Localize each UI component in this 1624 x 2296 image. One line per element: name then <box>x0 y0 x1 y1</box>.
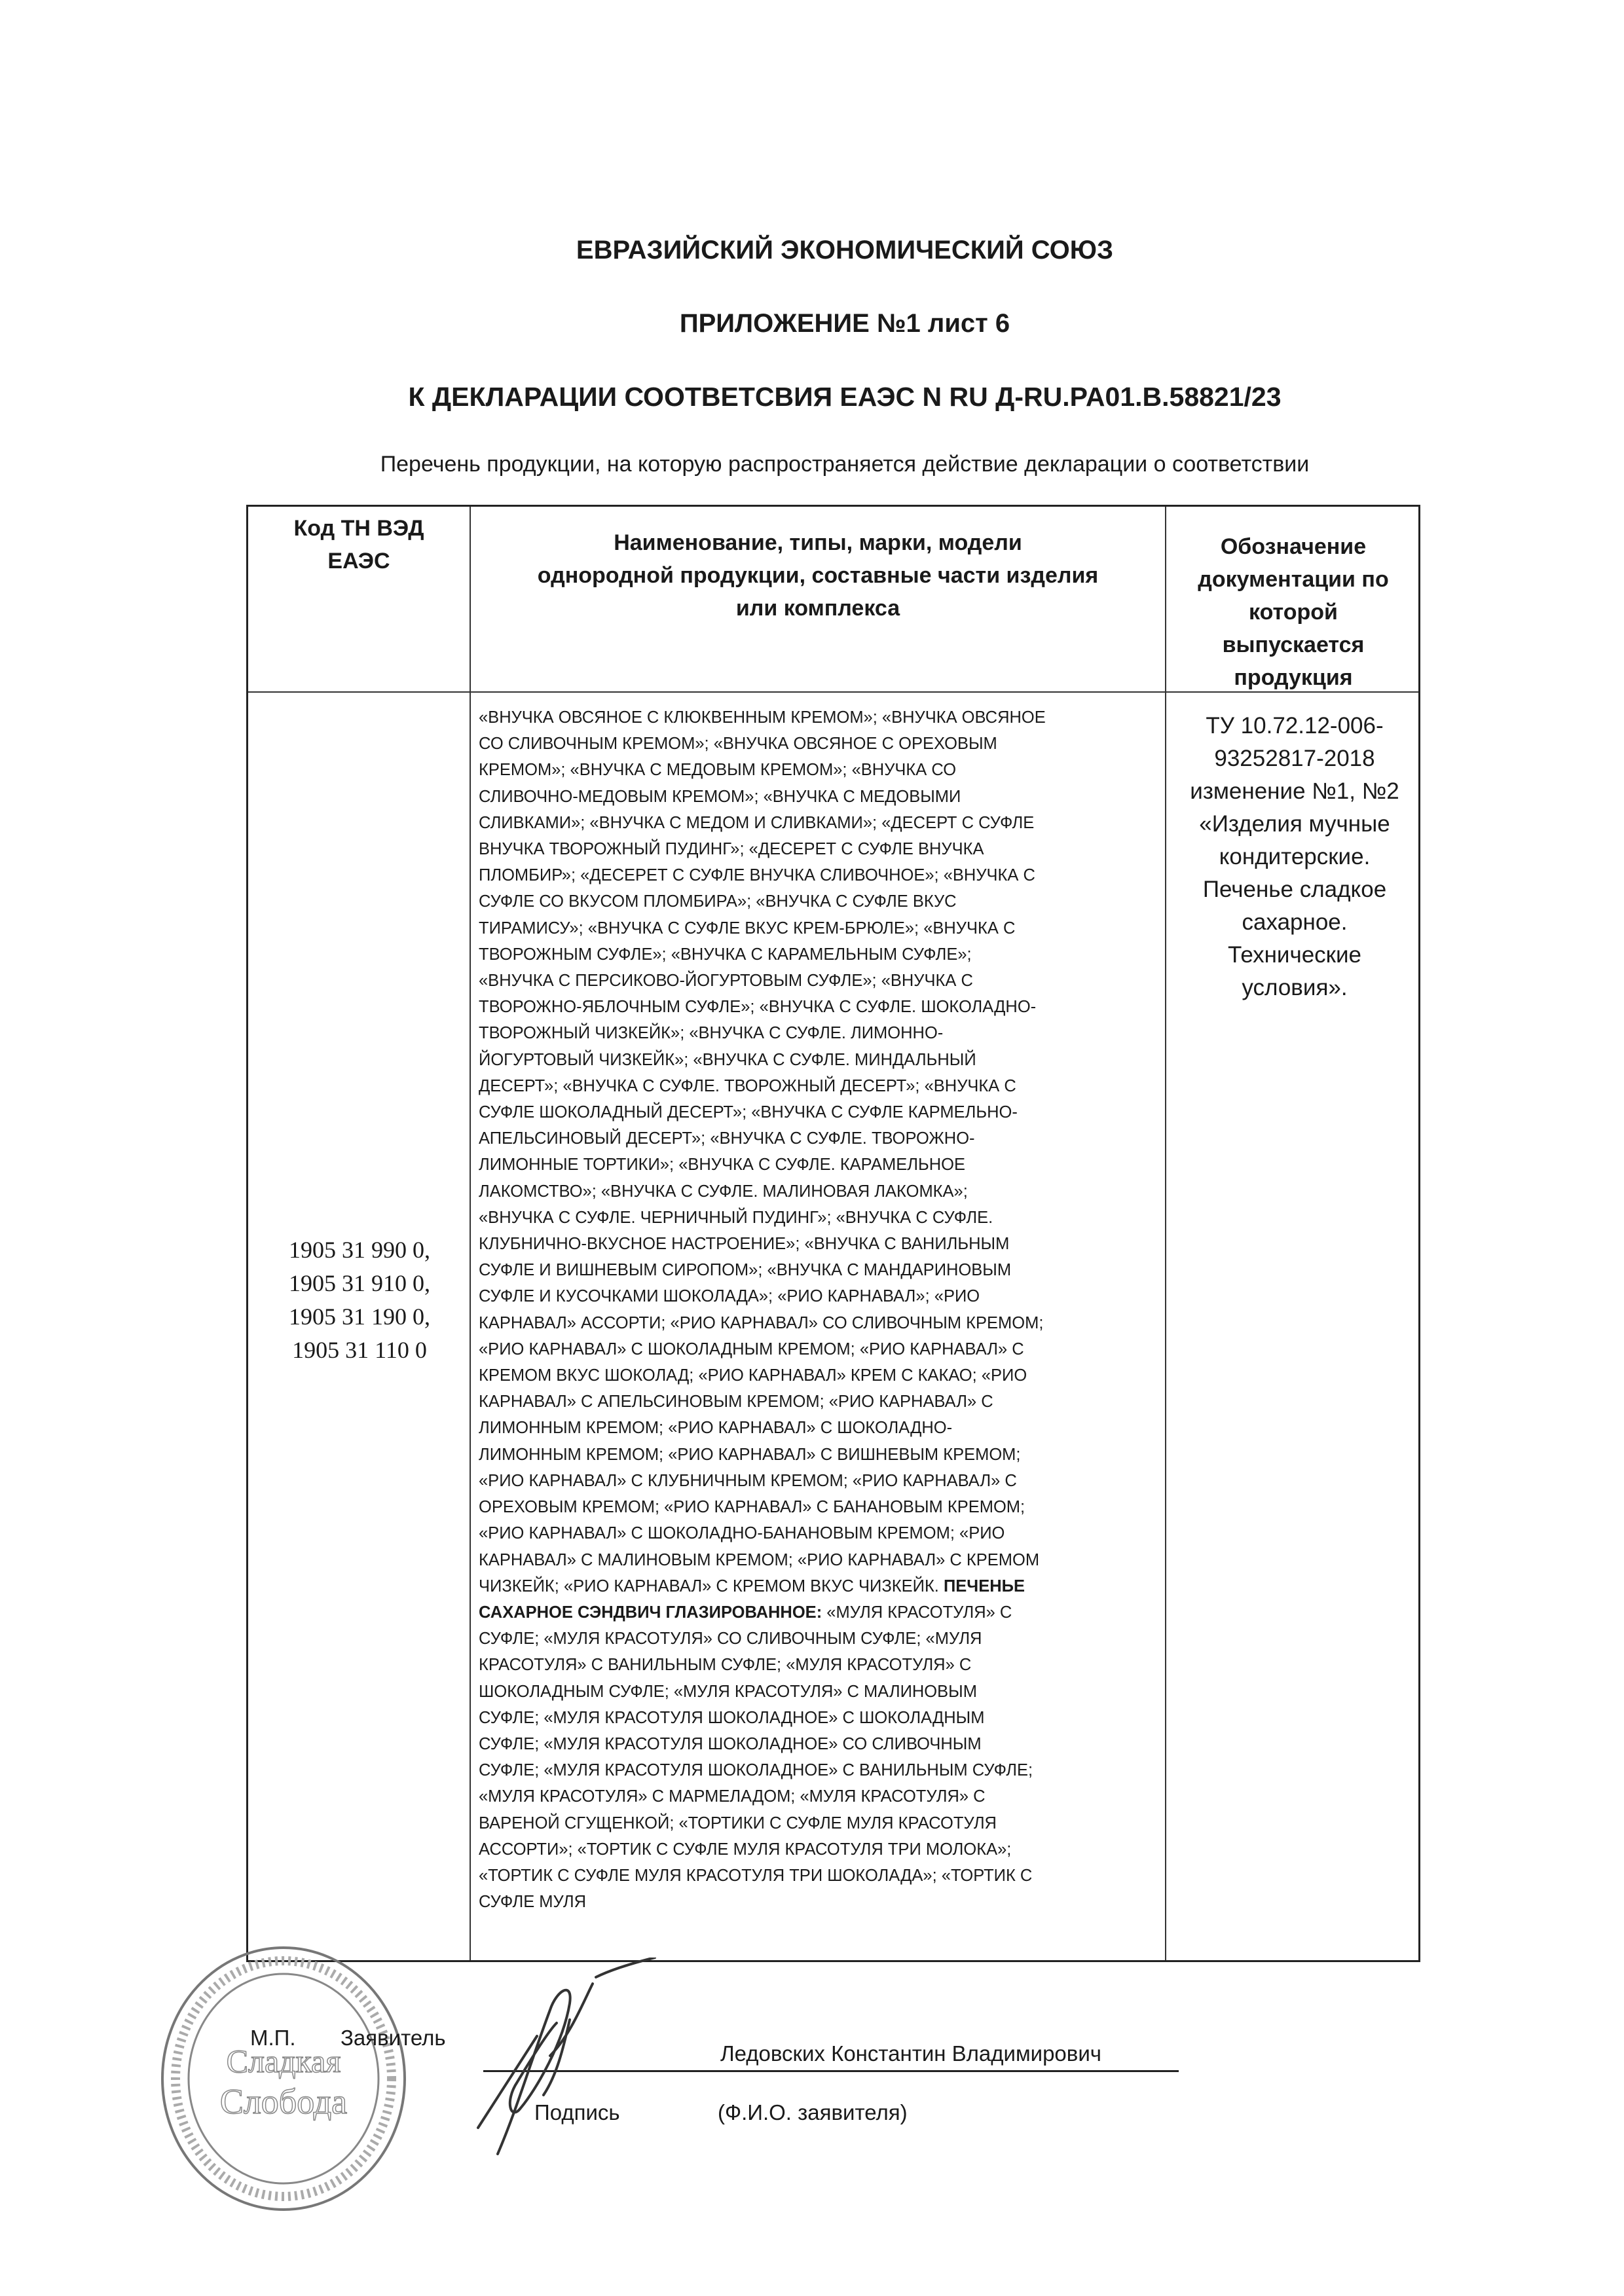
documentation-reference <box>1166 710 1423 1004</box>
documentation-line: «Изделия мучные <box>1199 811 1390 837</box>
documentation-line: сахарное. <box>1242 909 1348 935</box>
description-text: ЛИМОННЫМ КРЕМОМ; «РИО КАРНАВАЛ» С ШОКОЛАДНО- <box>479 1419 953 1438</box>
description-text: «РИО КАРНАВАЛ» С КЛУБНИЧНЫМ КРЕМОМ; «РИО КАРНАВАЛ» С <box>479 1471 1017 1490</box>
description-text: ТВОРОЖНЫЙ ЧИЗКЕЙК»; «ВНУЧКА С СУФЛЕ. ЛИМОННО- <box>479 1024 944 1043</box>
description-text: СУФЛЕ; «МУЛЯ КРАСОТУЛЯ» СО СЛИВОЧНЫМ СУФЛЕ; «МУЛЯ <box>479 1630 982 1649</box>
description-line <box>479 862 1160 888</box>
description-line <box>479 1073 1160 1099</box>
description-text: СУФЛЕ СО ВКУСОМ ПЛОМБИРА»; «ВНУЧКА С СУФЛЕ ВКУС <box>479 892 957 911</box>
description-line <box>479 941 1160 968</box>
description-text: ВАРЕНОЙ СГУЩЕНКОЙ; «ТОРТИКИ С СУФЛЕ МУЛЯ КРАСОТУЛЯ <box>479 1813 997 1832</box>
documentation-line: условия». <box>1242 975 1348 1000</box>
description-text: ВНУЧКА ТВОРОЖНЫЙ ПУДИНГ»; «ДЕСЕРЕТ С СУФЛЕ ВНУЧКА <box>479 840 984 859</box>
description-text: ЛИМОННЫЕ ТОРТИКИ»; «ВНУЧКА С СУФЛЕ. КАРАМЕЛЬНОЕ <box>479 1156 965 1175</box>
description-text: «ВНУЧКА ОВСЯНОЕ С КЛЮКВЕННЫМ КРЕМОМ»; «ВНУЧКА ОВСЯНОЕ <box>479 708 1046 727</box>
header-code <box>248 512 470 577</box>
description-text: «РИО КАРНАВАЛ» С ШОКОЛАДНО-БАНАНОВЫМ КРЕМОМ; «РИО <box>479 1524 1005 1543</box>
header-line: однородной продукции, составные части изделия <box>537 563 1099 588</box>
header-line: ЕАЭС <box>327 549 390 574</box>
header-line: которой <box>1249 600 1338 625</box>
header-line: продукция <box>1234 665 1353 690</box>
description-line <box>479 1889 1160 1915</box>
description-text: ШОКОЛАДНЫМ СУФЛЕ; «МУЛЯ КРАСОТУЛЯ» С МАЛИНОВЫМ <box>479 1682 977 1701</box>
product-list-subtitle: Перечень продукции, на которую распространяется действие декларации о соответствии <box>380 452 1310 477</box>
description-line <box>479 1599 1160 1626</box>
union-title: ЕВРАЗИЙСКИЙ ЭКОНОМИЧЕСКИЙ СОЮЗ <box>576 236 1114 264</box>
description-line <box>479 1257 1160 1283</box>
header-line: выпускается <box>1222 632 1365 657</box>
description-text: ОРЕХОВЫМ КРЕМОМ; «РИО КАРНАВАЛ» С БАНАНОВЫМ КРЕМОМ; <box>479 1498 1025 1517</box>
description-line <box>479 1652 1160 1678</box>
header-line: Код ТН ВЭД <box>293 516 424 541</box>
company-stamp <box>149 1938 424 2219</box>
description-line <box>479 757 1160 783</box>
description-text: СЛИВКАМИ»; «ВНУЧКА С МЕДОМ И СЛИВКАМИ»; «ДЕСЕРТ С СУФЛЕ <box>479 813 1035 832</box>
description-line <box>479 1836 1160 1863</box>
description-line <box>479 1783 1160 1810</box>
header-line: Обозначение <box>1220 534 1367 559</box>
description-text: СУФЛЕ; «МУЛЯ КРАСОТУЛЯ ШОКОЛАДНОЕ» СО СЛИВОЧНЫМ <box>479 1734 982 1753</box>
description-line <box>479 1705 1160 1731</box>
documentation-line: Печенье сладкое <box>1202 877 1387 902</box>
documentation-line: 93252817-2018 <box>1214 746 1375 771</box>
description-line <box>479 1231 1160 1257</box>
description-line <box>479 1442 1160 1468</box>
description-text: ПЛОМБИР»; «ДЕСЕРЕТ С СУФЛЕ ВНУЧКА СЛИВОЧНОЕ»; «ВНУЧКА С <box>479 866 1035 885</box>
description-line <box>479 1020 1160 1046</box>
product-description <box>479 704 1160 1915</box>
description-line <box>479 915 1160 941</box>
description-line <box>479 1310 1160 1336</box>
description-text: СУФЛЕ; «МУЛЯ КРАСОТУЛЯ ШОКОЛАДНОЕ» С ШОКОЛАДНЫМ <box>479 1708 985 1727</box>
description-text: СУФЛЕ МУЛЯ <box>479 1893 587 1912</box>
description-text: СУФЛЕ И ВИШНЕВЫМ СИРОПОМ»; «ВНУЧКА С МАНДАРИНОВЫМ <box>479 1261 1012 1280</box>
description-line <box>479 731 1160 757</box>
header-name <box>471 526 1165 625</box>
description-line <box>479 994 1160 1020</box>
description-text: ТВОРОЖНО-ЯБЛОЧНЫМ СУФЛЕ»; «ВНУЧКА С СУФЛЕ. ШОКОЛАДНО- <box>479 998 1037 1017</box>
description-text: КАРНАВАЛ» С АПЕЛЬСИНОВЫМ КРЕМОМ; «РИО КАРНАВАЛ» С <box>479 1393 993 1412</box>
description-line <box>479 1178 1160 1205</box>
applicant-name: Ледовских Константин Владимирович <box>720 2041 1101 2066</box>
description-line <box>479 704 1160 731</box>
description-line <box>479 1757 1160 1783</box>
description-text: СО СЛИВОЧНЫМ КРЕМОМ»; «ВНУЧКА ОВСЯНОЕ С ОРЕХОВЫМ <box>479 735 997 754</box>
description-text: «РИО КАРНАВАЛ» С ШОКОЛАДНЫМ КРЕМОМ; «РИО КАРНАВАЛ» С <box>479 1339 1024 1358</box>
description-line <box>479 1283 1160 1309</box>
tnved-code: 1905 31 990 0, <box>289 1237 430 1263</box>
description-text: ТВОРОЖНЫМ СУФЛЕ»; «ВНУЧКА С КАРАМЕЛЬНЫМ СУФЛЕ»; <box>479 945 972 964</box>
description-line <box>479 1863 1160 1889</box>
description-line <box>479 1573 1160 1599</box>
description-text: АПЕЛЬСИНОВЫЙ ДЕСЕРТ»; «ВНУЧКА С СУФЛЕ. ТВОРОЖНО- <box>479 1129 975 1148</box>
description-text: ЧИЗКЕЙК; «РИО КАРНАВАЛ» С КРЕМОМ ВКУС ЧИЗКЕЙК. <box>479 1576 944 1595</box>
description-text: ЛАКОМСТВО»; «ВНУЧКА С СУФЛЕ. МАЛИНОВАЯ ЛАКОМКА»; <box>479 1182 968 1201</box>
description-line <box>479 1810 1160 1836</box>
description-line <box>479 1731 1160 1757</box>
applicant-label: Заявитель <box>341 2026 446 2050</box>
description-line <box>479 1468 1160 1494</box>
tnved-code: 1905 31 190 0, <box>289 1303 430 1330</box>
description-text: КАРНАВАЛ» С МАЛИНОВЫМ КРЕМОМ; «РИО КАРНАВАЛ» С КРЕМОМ <box>479 1550 1040 1569</box>
description-text: ЛИМОННЫМ КРЕМОМ; «РИО КАРНАВАЛ» С ВИШНЕВЫМ КРЕМОМ; <box>479 1445 1021 1464</box>
description-line <box>479 1336 1160 1362</box>
declaration-title: К ДЕКЛАРАЦИИ СООТВЕТСВИЯ ЕАЭС N RU Д-RU.PA01.B.58821/23 <box>408 382 1282 412</box>
description-text: КРЕМОМ»; «ВНУЧКА С МЕДОВЫМ КРЕМОМ»; «ВНУЧКА СО <box>479 761 957 780</box>
documentation-line: Технические <box>1227 942 1362 968</box>
documentation-line: ТУ 10.72.12-006- <box>1206 713 1384 738</box>
description-text: «МУЛЯ КРАСОТУЛЯ» С МАРМЕЛАДОМ; «МУЛЯ КРАСОТУЛЯ» С <box>479 1787 986 1806</box>
description-line <box>479 1494 1160 1520</box>
header-line: документации по <box>1198 567 1389 592</box>
description-text: КЛУБНИЧНО-ВКУСНОЕ НАСТРОЕНИЕ»; «ВНУЧКА С ВАНИЛЬНЫМ <box>479 1235 1010 1254</box>
header-line: Наименование, типы, марки, модели <box>614 530 1022 555</box>
description-text: КРЕМОМ ВКУС ШОКОЛАД; «РИО КАРНАВАЛ» КРЕМ С КАКАО; «РИО <box>479 1366 1027 1385</box>
description-line <box>479 1362 1160 1389</box>
tnved-codes <box>248 1233 471 1367</box>
handwritten-signature <box>458 1958 720 2167</box>
documentation-line: изменение №1, №2 <box>1190 778 1399 804</box>
description-text: «МУЛЯ КРАСОТУЛЯ» С <box>822 1603 1012 1622</box>
description-line <box>479 1125 1160 1152</box>
description-line <box>479 1099 1160 1125</box>
tnved-code: 1905 31 910 0, <box>289 1270 430 1296</box>
stamp-text: Слобода <box>219 2082 348 2121</box>
stamp-text: Сладкая <box>226 2043 341 2079</box>
name-caption: (Ф.И.О. заявителя) <box>718 2100 908 2124</box>
products-table <box>246 505 1420 1962</box>
description-line <box>479 1520 1160 1546</box>
description-line <box>479 1205 1160 1231</box>
description-line <box>479 1626 1160 1652</box>
appendix-title: ПРИЛОЖЕНИЕ №1 лист 6 <box>679 309 1010 338</box>
description-text: ТИРАМИСУ»; «ВНУЧКА С СУФЛЕ ВКУС КРЕМ-БРЮЛЕ»; «ВНУЧКА С <box>479 919 1016 938</box>
description-text: ЙОГУРТОВЫЙ ЧИЗКЕЙК»; «ВНУЧКА С СУФЛЕ. МИНДАЛЬНЫЙ <box>479 1050 976 1069</box>
description-line <box>479 968 1160 994</box>
signature-caption: Подпись <box>534 2100 620 2124</box>
description-line <box>479 1047 1160 1073</box>
description-line <box>479 784 1160 810</box>
bold-product-group: ПЕЧЕНЬЕ <box>943 1576 1025 1595</box>
description-text: АССОРТИ»; «ТОРТИК С СУФЛЕ МУЛЯ КРАСОТУЛЯ ТРИ МОЛОКА»; <box>479 1840 1012 1859</box>
description-text: ДЕСЕРТ»; «ВНУЧКА С СУФЛЕ. ТВОРОЖНЫЙ ДЕСЕРТ»; «ВНУЧКА С <box>479 1076 1016 1095</box>
description-line <box>479 810 1160 836</box>
stamp-place-label: М.П. <box>250 2026 296 2050</box>
description-line <box>479 1679 1160 1705</box>
description-line <box>479 836 1160 862</box>
description-text: «ВНУЧКА С СУФЛЕ. ЧЕРНИЧНЫЙ ПУДИНГ»; «ВНУЧКА С СУФЛЕ. <box>479 1208 993 1227</box>
description-line <box>479 888 1160 915</box>
tnved-code: 1905 31 110 0 <box>292 1337 427 1363</box>
bold-product-group: САХАРНОЕ СЭНДВИЧ ГЛАЗИРОВАННОЕ: <box>479 1603 822 1622</box>
description-text: СУФЛЕ И КУСОЧКАМИ ШОКОЛАДА»; «РИО КАРНАВАЛ»; «РИО <box>479 1287 980 1306</box>
description-line <box>479 1152 1160 1178</box>
description-line <box>479 1415 1160 1441</box>
description-text: КАРНАВАЛ» АССОРТИ; «РИО КАРНАВАЛ» СО СЛИВОЧНЫМ КРЕМОМ; <box>479 1313 1044 1332</box>
header-docs <box>1166 530 1420 694</box>
header-line: или комплекса <box>735 596 900 621</box>
description-text: СУФЛЕ; «МУЛЯ КРАСОТУЛЯ ШОКОЛАДНОЕ» С ВАНИЛЬНЫМ СУФЛЕ; <box>479 1761 1033 1780</box>
description-text: КРАСОТУЛЯ» С ВАНИЛЬНЫМ СУФЛЕ; «МУЛЯ КРАСОТУЛЯ» С <box>479 1656 972 1675</box>
description-text: «ВНУЧКА С ПЕРСИКОВО-ЙОГУРТОВЫМ СУФЛЕ»; «ВНУЧКА С <box>479 972 973 991</box>
description-line <box>479 1389 1160 1415</box>
documentation-line: кондитерские. <box>1219 844 1371 869</box>
description-line <box>479 1547 1160 1573</box>
description-text: СУФЛЕ ШОКОЛАДНЫЙ ДЕСЕРТ»; «ВНУЧКА С СУФЛЕ КАРМЕЛЬНО- <box>479 1103 1018 1122</box>
description-text: «ТОРТИК С СУФЛЕ МУЛЯ КРАСОТУЛЯ ТРИ ШОКОЛАДА»; «ТОРТИК С <box>479 1866 1033 1885</box>
description-text: СЛИВОЧНО-МЕДОВЫМ КРЕМОМ»; «ВНУЧКА С МЕДОВЫМИ <box>479 787 961 806</box>
